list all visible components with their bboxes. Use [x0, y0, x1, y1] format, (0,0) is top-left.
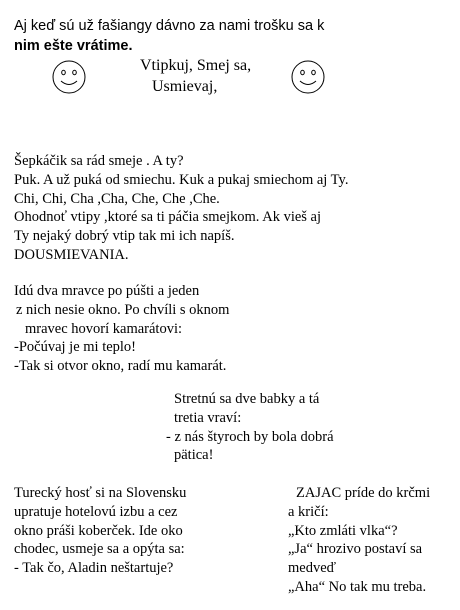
text-line: a kričí:: [288, 503, 329, 520]
text-line: chodec, usmeje sa a opýta sa:: [14, 541, 185, 558]
motto-line-2: Usmievaj,: [152, 78, 218, 95]
joke-aladin: [14, 484, 186, 578]
text-line: tretia vraví:: [174, 409, 242, 426]
text-line: Chi, Chi, Cha ,Cha, Che, Che ,Che.: [14, 190, 220, 207]
text-line: medveď: [288, 560, 337, 577]
text-line: DOUSMIEVANIA.: [14, 246, 129, 263]
motto: [140, 55, 251, 97]
text-line: „Kto zmláti vlka“?: [288, 522, 398, 539]
intro-line-2: nim ešte vrátime.: [14, 38, 133, 54]
text-line: „Aha“ No tak mu treba.: [288, 578, 427, 595]
text-line: Ohodnoť vtipy ,ktoré sa ti páčia smejkom. Ak vieš aj: [14, 209, 322, 226]
joke-sepkacik: [14, 152, 348, 265]
smiley-face-icon: [291, 60, 325, 94]
text-line: -Počúvaj je mi teplo!: [14, 339, 137, 356]
text-line: mravec hovorí kamarátovi:: [25, 320, 183, 337]
text-line: Stretnú sa dve babky a tá: [174, 391, 320, 407]
joke-mravce: [14, 282, 229, 376]
text-line: ZAJAC príde do krčmi: [296, 485, 431, 501]
text-line: -Tak si otvor okno, radí mu kamarát.: [14, 358, 227, 375]
text-line: - Tak čo, Aladin neštartuje?: [14, 560, 174, 577]
motto-line-1: Vtipkuj, Smej sa,: [140, 57, 252, 74]
joke-babky: [166, 390, 334, 465]
intro-line-1: Aj keď sú už fašiangy dávno za nami trošku sa k: [14, 18, 325, 34]
text-line: „Ja“ hrozivo postaví sa: [288, 541, 423, 558]
joke-zajac: [288, 484, 430, 597]
text-line: Ty nejaký dobrý vtip tak mi ich napíš.: [14, 228, 235, 245]
intro-text: [14, 16, 324, 56]
text-line: upratuje hotelovú izbu a cez: [14, 503, 178, 520]
text-line: Turecký hosť si na Slovensku: [14, 485, 187, 501]
text-line: pätica!: [174, 447, 214, 464]
text-line: - z nás štyroch by bola dobrá: [166, 428, 334, 445]
text-line: Puk. A už puká od smiechu. Kuk a pukaj smiechom aj Ty.: [14, 171, 349, 188]
text-line: Idú dva mravce po púšti a jeden: [14, 283, 200, 299]
text-line: Šepkáčik sa rád smeje . A ty?: [14, 153, 184, 169]
text-line: z nich nesie okno. Po chvíli s oknom: [16, 301, 230, 318]
text-line: okno práši koberček. Ide oko: [14, 522, 183, 539]
smiley-face-icon: [52, 60, 86, 94]
